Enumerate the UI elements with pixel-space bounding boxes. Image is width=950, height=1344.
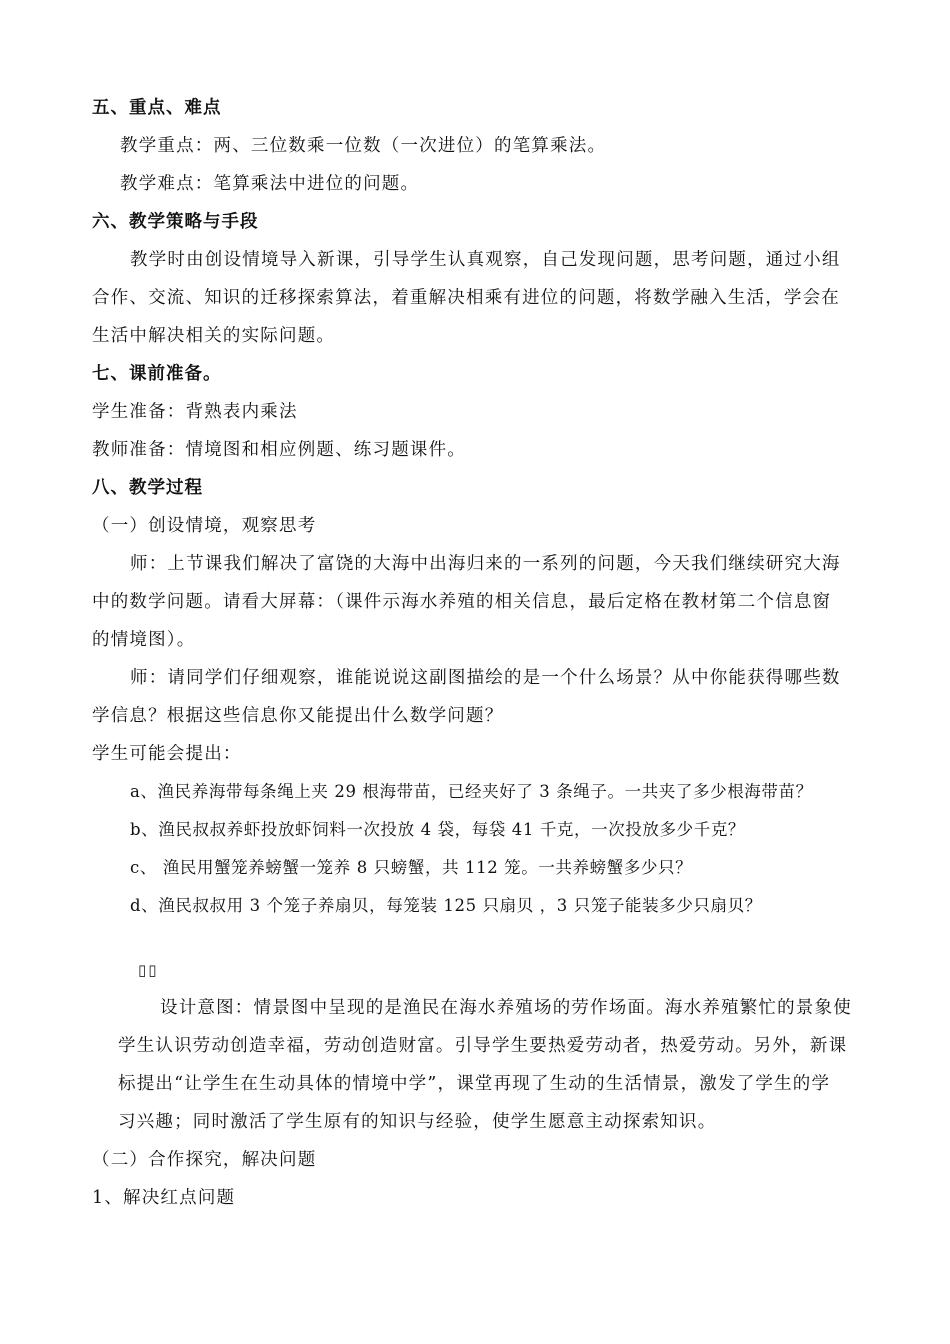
teacher-speech-line: 中的数学问题。请看大屏幕：（课件示海水养殖的相关信息，最后定格在教材第二个信息窗 <box>92 592 832 612</box>
strategy-line: 生活中解决相关的实际问题。 <box>92 326 336 346</box>
design-intent-line: 标提出“让学生在生动具体的情境中学”，课堂再现了生动的生活情景，激发了学生的学 <box>118 1074 831 1094</box>
question-item: b、渔民叔叔养虾投放虾饲料一次投放 4 袋，每袋 41 千克，一次投放多少千克？ <box>130 820 746 839</box>
teacher-speech-line: 的情境图）。 <box>92 630 196 650</box>
question-item: a、渔民养海带每条绳上夹 29 根海带苗，已经夹好了 3 条绳子。一共夹了多少根海带苗？ <box>130 782 813 801</box>
section-8-title: 八、教学过程 <box>92 478 203 498</box>
teacher-speech-line: 学信息？根据这些信息你又能提出什么数学问题？ <box>92 706 504 726</box>
design-intent-line: 习兴趣；同时激活了学生原有的知识与经验，使学生愿意主动探索知识。 <box>118 1112 717 1132</box>
design-intent-line: 设计意图：情景图中呈现的是渔民在海水养殖场的劳作场面。海水养殖繁忙的景象使 <box>160 998 852 1018</box>
students-may-ask: 学生可能会提出： <box>92 744 242 764</box>
section-6-title: 六、教学策略与手段 <box>92 212 259 232</box>
section-7-title: 七、课前准备。 <box>92 364 222 384</box>
strategy-line: 合作、交流、知识的迁移探索算法，着重解决相乘有进位的问题，将数学融入生活，学会在 <box>92 288 840 308</box>
teacher-speech-line: 师：请同学们仔细观察，谁能说说这副图描绘的是一个什么场景？从中你能获得哪些数 <box>130 668 841 688</box>
strategy-line: 教学时由创设情境导入新课，引导学生认真观察，自己发现问题，思考问题，通过小组 <box>130 250 841 270</box>
teacher-preparation: 教师准备：情境图和相应例题、练习题课件。 <box>92 440 466 460</box>
part-2-title: （二）合作探究，解决问题 <box>92 1150 317 1170</box>
section-5-title: 五、重点、难点 <box>92 98 222 118</box>
teaching-difficulty: 教学难点：笔算乘法中进位的问题。 <box>120 174 420 194</box>
placeholder-glyphs: ▯▯ <box>138 961 159 979</box>
student-preparation: 学生准备：背熟表内乘法 <box>92 402 298 422</box>
question-item: d、渔民叔叔用 3 个笼子养扇贝，每笼装 125 只扇贝 ，3 只笼子能装多少只扇贝？ <box>130 896 762 915</box>
item-1-title: 1、解决红点问题 <box>92 1188 236 1208</box>
design-intent-line: 学生认识劳动创造幸福，劳动创造财富。引导学生要热爱劳动者，热爱劳动。另外，新课 <box>118 1036 848 1056</box>
part-1-title: （一）创设情境，观察思考 <box>92 516 317 536</box>
question-item: c、 渔民用蟹笼养螃蟹一笼养 8 只螃蟹，共 112 笼。一共养螃蟹多少只？ <box>130 858 693 877</box>
teacher-speech-line: 师：上节课我们解决了富饶的大海中出海归来的一系列的问题，今天我们继续研究大海 <box>130 554 841 574</box>
teaching-focus: 教学重点：两、三位数乘一位数（一次进位）的笔算乘法。 <box>120 136 607 156</box>
